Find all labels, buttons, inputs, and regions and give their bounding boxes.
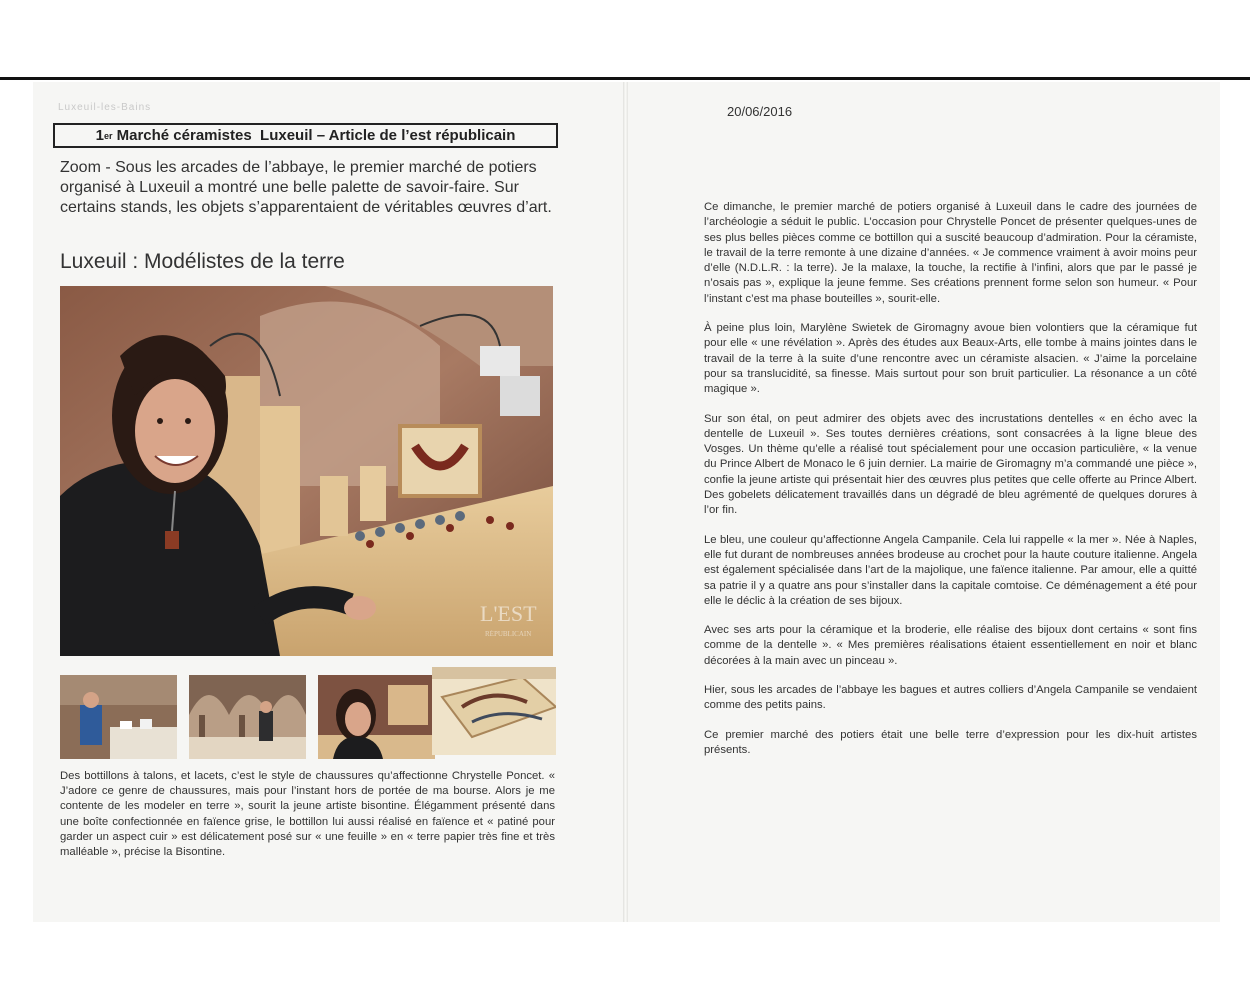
thumbnail-photo-2 [189,675,306,759]
title-prefix: 1 [95,127,104,144]
photo-watermark-sub: RÉPUBLICAIN [485,630,532,638]
article-paragraph: Sur son étal, on peut admirer des objets avec des incrustations dentelles « en écho avec la dentelle de Luxeuil ». Ses toutes dernières créations, sont consacrées à la ligne bleue des Vosges. Un thème qu’elle a réalisé tout spécialement pour une occasion particulière, « la venue du Prince Albert de Monaco le 6 juin dernier. La mairie de Giromagny m’a commandé une pièce », confie la jeune artiste qui présentait hier des œuvres plus petites que celle offerte au Prince Albert. Des gobelets délicatement travaillés dans un dégradé de bleu agrémenté de quelques dorures à l’or fin. [704,412,1197,517]
lead-paragraph: Zoom - Sous les arcades de l’abbaye, le premier marché de potiers organisé à Luxeuil a montré une belle palette de savoir-faire. Sur certains stands, les objets s’apparentaient de véritables œuvres d’art. [60,159,552,216]
article-paragraph: Ce premier marché des potiers était une belle terre d’expression pour les dix-huit artistes présents. [704,728,1197,756]
thumbnail-photo-4 [432,667,556,755]
main-photo [60,286,553,656]
headline: Luxeuil : Modélistes de la terre [60,250,345,273]
photo-watermark: L'EST [480,601,537,626]
page-gutter [623,82,628,922]
article-date: 20/06/2016 [727,104,793,119]
article-paragraph: À peine plus loin, Marylène Swietek de Giromagny avoue bien volontiers que la céramique fut pour elle « une révélation ». Après des études aux Beaux-Arts, elle tombe à mains jointes dans le travail de la terre à la suite d’une rencontre avec un céramiste alsacien. « J’aime la porcelaine pour sa translucidité, sa finesse. Mais surtout pour son bruit particulier. La résonance a un côté magique ». [704,322,1197,396]
article-paragraph: Ce dimanche, le premier marché de potiers organisé à Luxeuil dans le cadre des journées de l’archéologie a séduit le public. L’occasion pour Chrystelle Poncet de présenter quelques-unes de ses plus belles pièces comme ce bottillon qui a suscité beaucoup d’admiration. Pour la céramiste, le travail de la terre remonte à une dizaine d’années. « Je commence vraiment à avoir moins peur d’elle (N.D.L.R. : la terre). Je la malaxe, la touche, la rectifie à l’infini, alors que par le passé je n’osais pas », explique la jeune femme. Ses créations prennent forme selon son humeur. « Pour l’instant c’est ma phase bouteilles », sourit-elle. [704,201,1197,305]
title-superscript: er [103,130,113,141]
title-rest: Marché céramistes Luxeuil – Article de l’est républicain [112,127,516,144]
article-paragraph: Avec ses arts pour la céramique et la broderie, elle réalise des bijoux dont certains « sont fins comme de la dentelle ». « Mes premières réalisations étaient essentiellement en noir et blanc décorées à la main avec un pinceau ». [704,624,1197,667]
thumbnail-photo-3 [318,675,435,759]
article-body [704,200,1197,772]
thumbnail-photo-1 [60,675,177,759]
article-title [53,123,558,148]
article-paragraph: Hier, sous les arcades de l’abbaye les bagues et autres colliers d’Angela Campanile se vendaient comme des petits pains. [704,684,1197,712]
photo-caption: Des bottillons à talons, et lacets, c’est le style de chaussures qu’affectionne Chrystelle Poncet. « J’adore ce genre de chaussures, mais pour l’instant hors de portée de ma bourse. Alors je me contente de les modeler en terre », sourit la jeune artiste bisontine. Élégamment présenté dans une boîte confectionnée en faïence grise, le bottillon lui aussi réalisé en faïence et « patiné pour garder un aspect cuir » est délicatement posé sur « une feuille » en « terre papier très fine et très malléable », précise la Bisontine. [60,770,555,859]
article-paragraph: Le bleu, une couleur qu’affectionne Angela Campanile. Cela lui rappelle « la mer ». Née à Naples, elle fut durant de nombreuses années brodeuse au crochet pour la haute couture italienne. Angela est également spécialisée dans l’art de la majolique, une faïence italienne. Par amour, elle a quitté sa patrie il y a quatre ans pour s’installer dans la capitale comtoise. Ce déménagement a été pour elle le déclic à la création de ses bijoux. [704,533,1197,607]
top-rule [0,77,1250,80]
ghost-header: Luxeuil-les-Bains [58,102,152,113]
